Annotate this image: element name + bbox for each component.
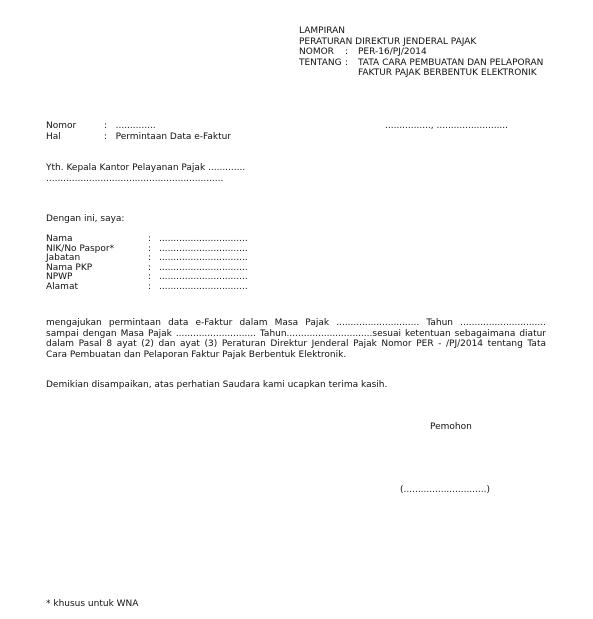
tentang-separator: :: [345, 57, 349, 68]
tentang-row: [299, 58, 543, 69]
letter-nomor-label: Nomor: [46, 121, 77, 131]
letter-nomor-value: : ..............: [104, 121, 156, 131]
regulation-title: PERATURAN DIREKTUR JENDERAL PAJAK: [299, 36, 477, 47]
field-label: Alamat: [46, 281, 78, 292]
tentang-value-line2: FAKTUR PAJAK BERBENTUK ELEKTRONIK: [358, 68, 537, 78]
tentang-label: TENTANG: [299, 57, 342, 68]
body-line-3: dalam Pasal 8 ayat (2) dan ayat (3) Peraturan Direktur Jenderal Pajak Nomor PER - /PJ/2014 tentang Tata: [46, 339, 546, 349]
signer-title: Pemohon: [430, 422, 472, 432]
field-label: Nama: [46, 234, 73, 244]
intro-text: Dengan ini, saya:: [46, 214, 125, 224]
body-line-4: Cara Pembuatan dan Pelaporan Faktur Pajak Berbentuk Elektronik.: [46, 349, 347, 360]
letter-hal-label: Hal: [46, 131, 61, 142]
recipient-line1: Yth. Kepala Kantor Pelayanan Pajak .............: [46, 163, 246, 173]
field-value: ...............................: [159, 253, 248, 264]
field-value: ...............................: [159, 262, 248, 273]
lampiran-title: LAMPIRAN: [299, 26, 346, 36]
closing-text: Demikian disampaikan, atas perhatian Saudara kami ucapkan terima kasih.: [46, 380, 388, 390]
field-separator: :: [148, 262, 152, 273]
field-separator: :: [148, 243, 152, 254]
tentang-row-2: [299, 68, 543, 79]
field-separator: :: [148, 253, 152, 264]
body-paragraph: [46, 318, 546, 360]
recipient-line2: ..............................................................: [46, 173, 224, 184]
field-label: Nama PKP: [46, 262, 93, 273]
nomor-row: [299, 47, 543, 58]
field-label: NPWP: [46, 272, 73, 283]
nomor-value: PER-16/PJ/2014: [358, 47, 427, 57]
letter-hal-value: : Permintaan Data e-Faktur: [104, 131, 232, 142]
body-line-1: mengajukan permintaan data e-Faktur dalam Masa Pajak ............................. Tahun ..............................: [46, 318, 546, 328]
field-separator: :: [148, 234, 152, 244]
body-line-2: sampai dengan Masa Pajak ............................ Tahun..............................sesuai ketentuan sebagaimana diatur: [46, 328, 546, 339]
identity-fields: [46, 235, 248, 293]
place-date: ................, .........................: [385, 121, 509, 131]
nomor-separator: :: [345, 47, 349, 57]
field-row: [46, 283, 248, 293]
field-value: ...............................: [159, 281, 248, 292]
field-value: ...............................: [159, 243, 248, 254]
field-label: NIK/No Paspor*: [46, 243, 115, 254]
regulation-meta: [299, 47, 543, 79]
footnote: * khusus untuk WNA: [46, 599, 139, 609]
tentang-value-line1: TATA CARA PEMBUATAN DAN PELAPORAN: [358, 57, 544, 68]
field-label: Jabatan: [46, 253, 81, 264]
field-separator: :: [148, 281, 152, 292]
signer-name: (.............................): [400, 485, 490, 495]
nomor-label: NOMOR: [299, 47, 334, 57]
field-value: ...............................: [159, 234, 248, 244]
field-value: ...............................: [159, 272, 248, 283]
field-separator: :: [148, 272, 152, 283]
